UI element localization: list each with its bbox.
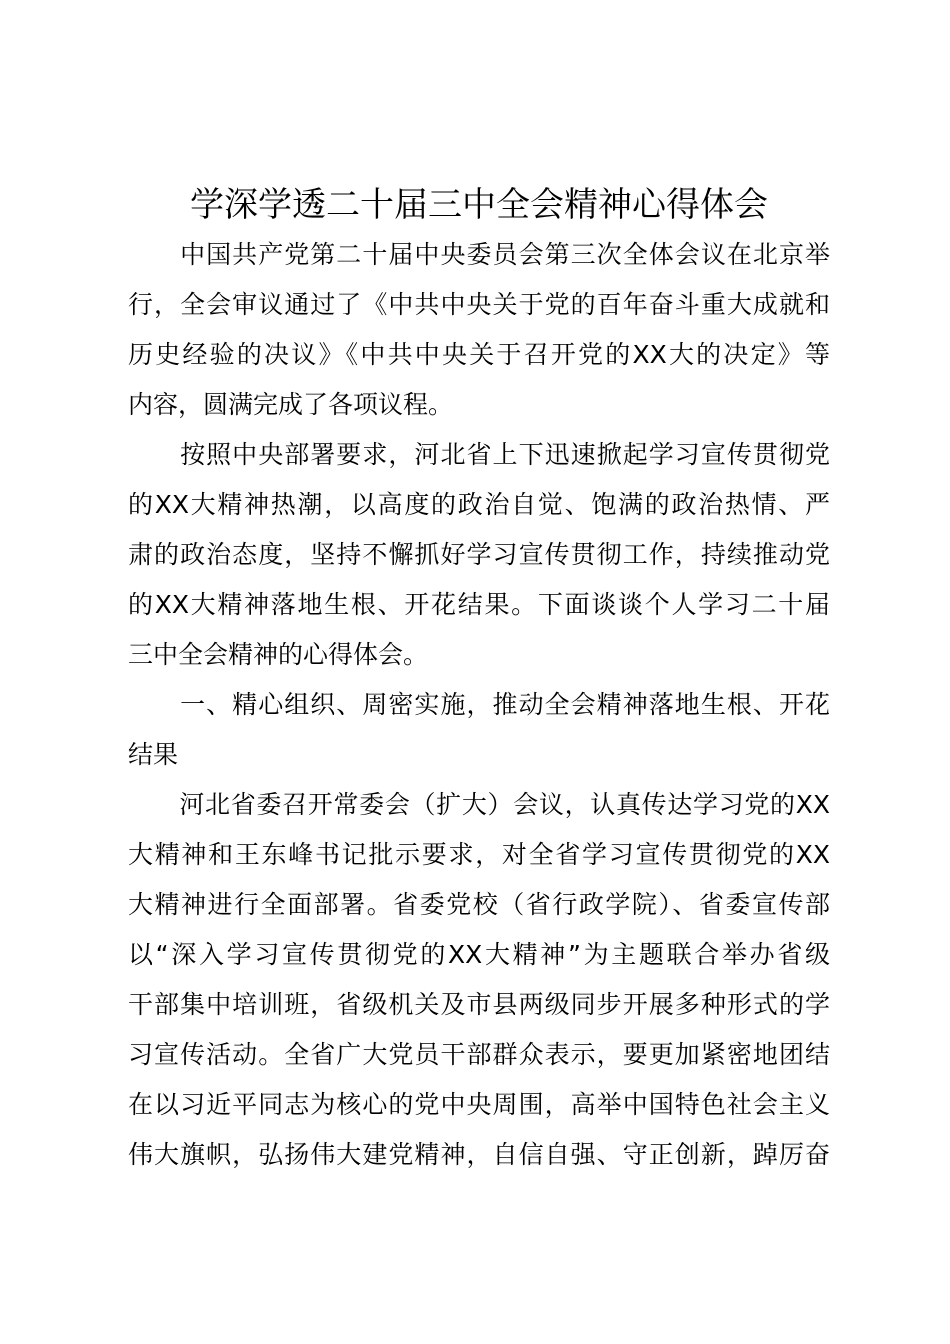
text-line: 肃的政治态度，坚持不懈抓好学习宣传贯彻工作，持续推动党 [128,540,830,569]
text-line: 三中全会精神的心得体会。 [128,640,429,669]
text-line: 干部集中培训班，省级机关及市县两级同步开展多种形式的学 [128,990,830,1019]
section-heading-line: 结果 [128,740,179,769]
text-line: 的XX大精神热潮，以高度的政治自觉、饱满的政治热情、严 [128,490,830,519]
text-line: 历史经验的决议》《中共中央关于召开党的XX大的决定》等 [128,340,830,369]
text-line: 习宣传活动。全省广大党员干部群众表示，要更加紧密地团结 [128,1040,830,1069]
text-line: 大精神进行全面部署。省委党校（省行政学院）、省委宣传部 [128,890,830,919]
text-line: 的XX大精神落地生根、开花结果。下面谈谈个人学习二十届 [128,590,830,619]
text-line: 中国共产党第二十届中央委员会第三次全体会议在北京举 [128,240,830,269]
text-line: 在以习近平同志为核心的党中央周围，高举中国特色社会主义 [128,1090,830,1119]
section-heading-line: 一、精心组织、周密实施，推动全会精神落地生根、开花 [128,690,830,719]
document-title: 学深学透二十届三中全会精神心得体会 [190,185,768,225]
text-line: 以“深入学习宣传贯彻党的XX大精神”为主题联合举办省级 [128,940,830,969]
text-line: 河北省委召开常委会（扩大）会议，认真传达学习党的XX [128,790,830,819]
text-line: 伟大旗帜，弘扬伟大建党精神，自信自强、守正创新，踔厉奋 [128,1140,830,1169]
text-line: 内容，圆满完成了各项议程。 [128,390,454,419]
text-line: 行，全会审议通过了《中共中央关于党的百年奋斗重大成就和 [128,290,830,319]
text-line: 按照中央部署要求，河北省上下迅速掀起学习宣传贯彻党 [128,440,830,469]
text-line: 大精神和王东峰书记批示要求，对全省学习宣传贯彻党的XX [128,840,830,869]
